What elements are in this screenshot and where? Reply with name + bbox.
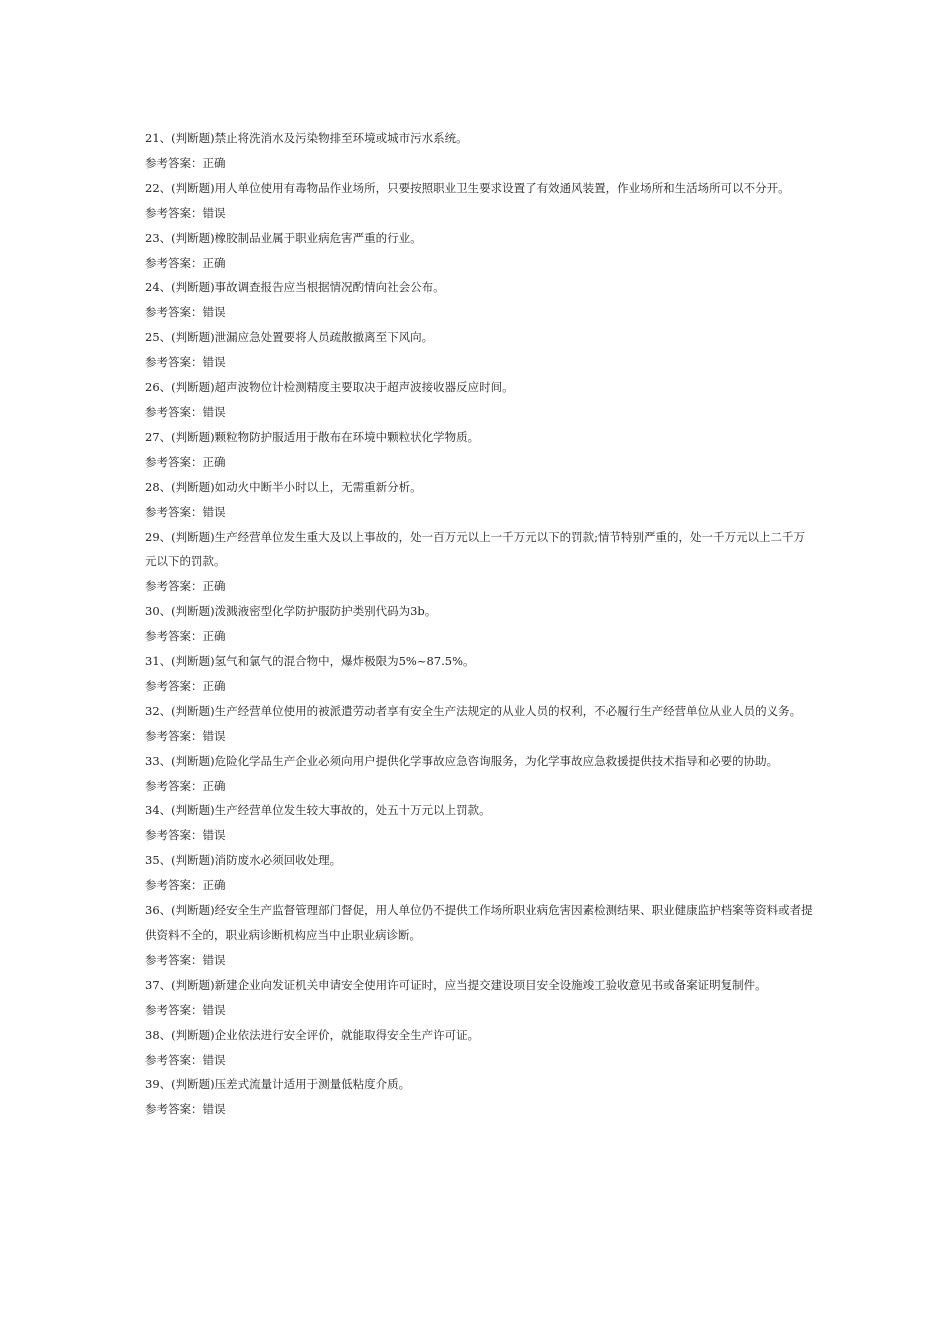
answer-text: 参考答案：错误 bbox=[145, 504, 226, 519]
answer-text: 参考答案：正确 bbox=[145, 778, 226, 793]
question-item bbox=[145, 848, 815, 898]
question-item bbox=[145, 375, 815, 425]
question-text: 38、(判断题)企业依法进行安全评价，就能取得安全生产许可证。 bbox=[145, 1027, 480, 1042]
question-item bbox=[145, 176, 815, 226]
question-item bbox=[145, 599, 815, 649]
question-text: 28、(判断题)如动火中断半小时以上，无需重新分析。 bbox=[145, 479, 422, 494]
question-item bbox=[145, 126, 815, 176]
question-item bbox=[145, 798, 815, 848]
answer-text: 参考答案：错误 bbox=[145, 828, 226, 843]
question-item bbox=[145, 275, 815, 325]
answer-text: 参考答案：错误 bbox=[145, 1002, 226, 1017]
question-text: 23、(判断题)橡胶制品业属于职业病危害严重的行业。 bbox=[145, 230, 422, 245]
question-item bbox=[145, 475, 815, 525]
question-text: 21、(判断题)禁止将洗消水及污染物排至环境或城市污水系统。 bbox=[145, 131, 468, 145]
question-text: 27、(判断题)颗粒物防护服适用于散布在环境中颗粒状化学物质。 bbox=[145, 429, 480, 444]
question-text: 22、(判断题)用人单位使用有毒物品作业场所，只要按照职业卫生要求设置了有效通风装置，作业场所和生活场所可以不分开。 bbox=[145, 180, 790, 195]
question-item bbox=[145, 1023, 815, 1073]
question-item bbox=[145, 425, 815, 475]
question-item bbox=[145, 525, 815, 600]
question-text: 36、(判断题)经安全生产监督管理部门督促，用人单位仍不提供工作场所职业病危害因素检测结果、职业健康监护档案等资料或者提供资料不全的，职业病诊断机构应当中止职业病诊断。 bbox=[145, 903, 813, 942]
question-item bbox=[145, 649, 815, 699]
question-item bbox=[145, 898, 815, 973]
answer-text: 参考答案：错误 bbox=[145, 952, 226, 967]
question-item bbox=[145, 699, 815, 749]
answer-text: 参考答案：正确 bbox=[145, 255, 226, 270]
question-text: 37、(判断题)新建企业向发证机关申请安全使用许可证时，应当提交建设项目安全设施竣工验收意见书或备案证明复制件。 bbox=[145, 977, 767, 992]
question-item bbox=[145, 226, 815, 276]
answer-text: 参考答案：错误 bbox=[145, 404, 226, 419]
answer-text: 参考答案：错误 bbox=[145, 728, 226, 743]
answer-text: 参考答案：正确 bbox=[145, 579, 226, 594]
question-item bbox=[145, 1072, 815, 1122]
question-text: 35、(判断题)消防废水必须回收处理。 bbox=[145, 853, 342, 868]
question-text: 31、(判断题)氢气和氯气的混合物中，爆炸极限为5%~87.5%。 bbox=[145, 654, 475, 669]
question-item bbox=[145, 325, 815, 375]
question-text: 25、(判断题)泄漏应急处置要将人员疏散撤离至下风向。 bbox=[145, 330, 434, 345]
question-text: 33、(判断题)危险化学品生产企业必须向用户提供化学事故应急咨询服务，为化学事故应急救援提供技术指导和必要的协助。 bbox=[145, 753, 779, 768]
answer-text: 参考答案：错误 bbox=[145, 1052, 226, 1067]
question-text: 30、(判断题)泼溅液密型化学防护服防护类别代码为3b。 bbox=[145, 604, 437, 619]
answer-text: 参考答案：正确 bbox=[145, 629, 226, 644]
answer-text: 参考答案：正确 bbox=[145, 454, 226, 469]
question-item bbox=[145, 749, 815, 799]
question-text: 32、(判断题)生产经营单位使用的被派遣劳动者享有安全生产法规定的从业人员的权利，不必履行生产经营单位从业人员的义务。 bbox=[145, 703, 802, 718]
question-text: 26、(判断题)超声波物位计检测精度主要取决于超声波接收器反应时间。 bbox=[145, 380, 514, 395]
question-text: 39、(判断题)压差式流量计适用于测量低粘度介质。 bbox=[145, 1077, 411, 1092]
question-text: 34、(判断题)生产经营单位发生较大事故的，处五十万元以上罚款。 bbox=[145, 803, 491, 818]
answer-text: 参考答案：正确 bbox=[145, 878, 226, 893]
answer-text: 参考答案：错误 bbox=[145, 305, 226, 320]
answer-text: 参考答案：错误 bbox=[145, 355, 226, 370]
question-text: 29、(判断题)生产经营单位发生重大及以上事故的，处一百万元以上一千万元以下的罚款;情节特别严重的，处一千万元以上二千万元以下的罚款。 bbox=[145, 529, 805, 569]
question-item bbox=[145, 973, 815, 1023]
answer-text: 参考答案：正确 bbox=[145, 155, 226, 170]
answer-text: 参考答案：错误 bbox=[145, 1102, 226, 1117]
answer-text: 参考答案：错误 bbox=[145, 205, 226, 220]
question-text: 24、(判断题)事故调查报告应当根据情况酌情向社会公布。 bbox=[145, 280, 445, 295]
answer-text: 参考答案：正确 bbox=[145, 678, 226, 693]
question-list bbox=[145, 126, 815, 1122]
